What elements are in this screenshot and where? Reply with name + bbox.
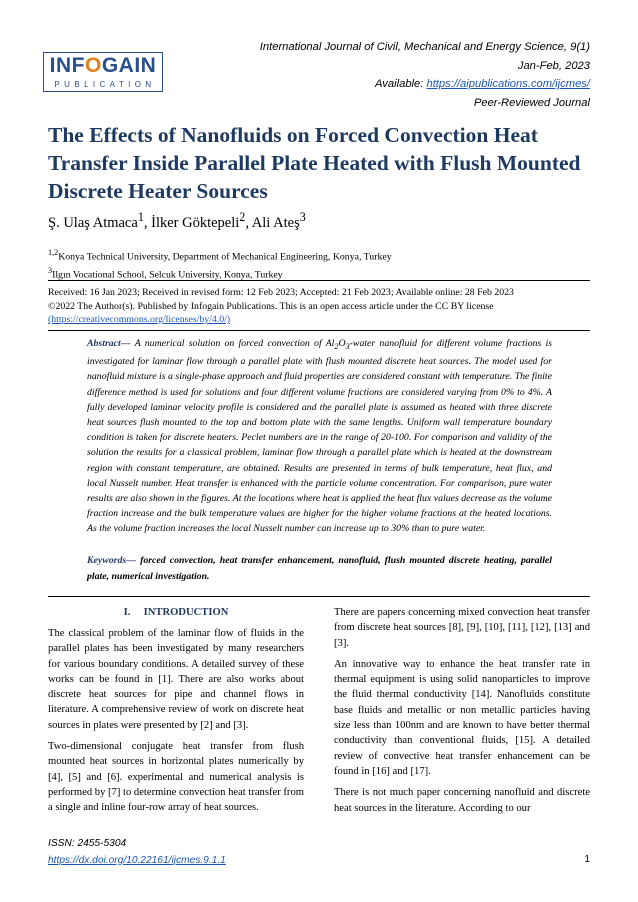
page-number: 1 (584, 854, 590, 865)
logo-wordmark (44, 54, 162, 78)
author-name: İlker Göktepeli (151, 214, 240, 231)
affil-sup: 3 (48, 266, 53, 276)
doi-link[interactable]: https://dx.doi.org/10.22161/ijcmes.9.1.1 (48, 854, 226, 866)
copyright-notice: ©2022 The Author(s). Published by Infogain Publications. This is an open access article under the CC BY license (48, 300, 494, 312)
doi-line (48, 853, 226, 870)
affil-sup: 1,2 (48, 248, 59, 257)
section-heading: I. INTRODUCTION (123, 607, 229, 618)
affil-text: Ilgın Vocational School, Selcuk University, Konya, Turkey (52, 269, 283, 281)
received-dates: Received: 16 Jan 2023; Received in revised form: 12 Feb 2023; Accepted: 21 Feb 2023; Available online: 28 Feb 2023 (48, 287, 514, 298)
abstract-label: Abstract (87, 338, 121, 349)
logo-text-right: GAIN (101, 54, 157, 77)
page-footer (48, 836, 226, 869)
body-column-right (334, 605, 590, 822)
article-history (48, 286, 590, 327)
author-affil-sup: 2 (239, 210, 246, 224)
author-name: Ali Ateş (251, 214, 300, 231)
paragraph: Two-dimensional conjugate heat transfer from flush mounted heat sources in horizontal plates numerically by [4], [5] and [6]. experimental and numerical analysis is performed by [7] to determine convection heat transfer from a single and inline four-row array of heat sources. (48, 741, 304, 814)
journal-review-type: Peer-Reviewed Journal (473, 97, 590, 110)
affiliation-line (48, 246, 392, 264)
journal-name: International Journal of Civil, Mechanical and Energy Science, 9(1) (259, 41, 590, 53)
journal-header (210, 38, 590, 113)
abstract-text: A numerical solution on forced convection of Al (134, 338, 335, 349)
journal-url-link[interactable]: https://aipublications.com/ijcmes/ (426, 78, 590, 91)
license-link[interactable]: (https://creativecommons.org/licenses/by/4.0/) (48, 314, 231, 326)
divider-body (48, 596, 590, 597)
available-label: Available: (375, 78, 427, 91)
abstract-subscript: 3 (345, 341, 350, 351)
paragraph: The classical problem of the laminar flow of fluids in the parallel plates has been investigated by many researchers for various boundary conditions. A detailed survey of these works can be found in [1]. There are also works about discrete heat sources for pipe and channel flows in literature. A comprehensive review of work on discrete heat sources in plates were presented by [2] and [3]. (48, 628, 304, 731)
logo-text-left: INF (49, 54, 85, 77)
paragraph: An innovative way to enhance the heat transfer rate in thermal equipment is using solid nanoparticles to improve the fluid thermal conductivity [14]. Nanofluids constitute base fluids and metallic or non metallic particles having size less than 100nm and are known to have better thermal conductivity than conventional fluids, [15]. A detailed review of convective heat transfer enhancement can be found in [16] and [17]. (334, 658, 590, 777)
keywords (87, 553, 552, 584)
abstract (87, 336, 552, 537)
journal-issue-date: Jan-Feb, 2023 (517, 59, 590, 72)
divider-abstract (48, 330, 590, 331)
author-list: Ş. Ulaş Atmaca$^1$, İlker Göktepeli$^2$, Ali Ateş$^3$ (48, 210, 306, 231)
logo-text-mid: O (84, 54, 102, 77)
keywords-label: Keywords (87, 555, 127, 566)
publisher-logo (43, 52, 163, 92)
affiliations (48, 246, 392, 283)
paragraph: There is not much paper concerning nanofluid and discrete heat sources in the literature. According to our (334, 787, 590, 814)
abstract-subscript: 2 (334, 341, 339, 351)
abstract-text: O (338, 338, 346, 349)
abstract-text: -water nanofluid for different volume fractions is investigated for laminar flow through a parallel plate with flush mounted discrete heat sources. The model used for nanofluid mixture is a single-phase approach and fluid properties are considered constant with temperature. The finite difference method is used for solutions and four different volume fractions are considered varying from 0% to 4%. A fully developed laminar velocity profile is considered and the parallel plate is assumed as heated with three discrete heat sources flush mounted to the top and bottom plate with the same lengths. Uniform wall temperature boundary condition is taken for discrete heaters. Peclet numbers are in the range of 20-100. For comparison and validity of the solution the results for a classical problem, laminar flow through a parallel plate which is heated at the downstream region with constant temperature, are obtained. Results are presented in terms of bulk temperature, heat flux, and local Nusselt number. Heat transfer is enhanced with the particle volume concentration. For comparison, pure water results are also shown in the figures. At the locations where heat is applied the heat flux values decrease as the volume fraction increase and the bulk temperature values are higher for the higher volume fractions at the heated locations. As the volume fraction increases the local Nusselt number can increase up to 30% than to pure water. (87, 338, 552, 535)
author-name: Ş. Ulaş Atmaca (48, 214, 138, 231)
issn: ISSN: 2455-5304 (48, 838, 127, 849)
body-column-left (48, 626, 304, 822)
affil-text: Konya Technical University, Department of Mechanical Engineering, Konya, Turkey (58, 251, 392, 263)
keywords-dash: — (126, 555, 141, 566)
paper-title: The Effects of Nanofluids on Forced Convection Heat Transfer Inside Parallel Plate Heated with Flush Mounted Discrete Heater Sources (48, 123, 581, 203)
divider-top (48, 280, 590, 281)
author-affil-sup: 1 (137, 210, 144, 224)
keywords-text: forced convection, heat transfer enhancement, nanofluid, flush mounted discrete heating, parallel plate, numerical investigation. (87, 555, 552, 582)
license-line (48, 313, 590, 327)
logo-subtitle: PUBLICATION (44, 78, 162, 91)
author-affil-sup: 3 (299, 210, 306, 224)
journal-availability (210, 75, 590, 94)
abstract-dash: — (120, 338, 135, 349)
paragraph: There are papers concerning mixed convection heat transfer from discrete heat sources [8], [9], [10], [11], [12], [13] and [3]. (334, 607, 590, 649)
